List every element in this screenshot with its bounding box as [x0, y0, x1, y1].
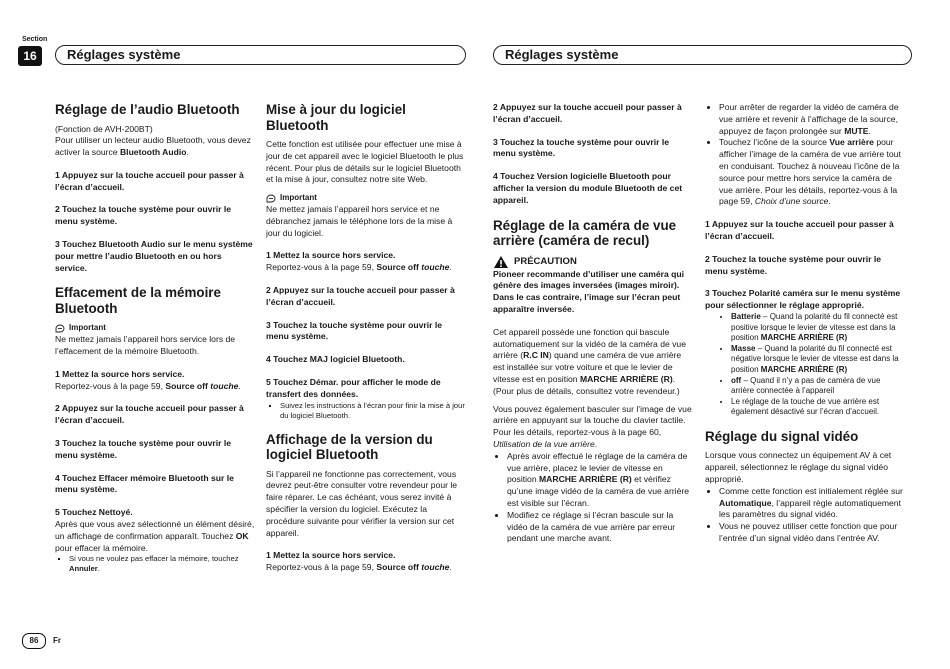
paragraph: Ne mettez jamais l’appareil hors service lors de l’effacement de la mémoire Bluetooth. — [55, 334, 236, 357]
option-item: • Batterie – Quand la polarité du fil connecté est positive lorsque le levier de vitesse est dans la position MARCHE ARRIÈRE (R) — [731, 312, 905, 344]
important-label: Important — [55, 322, 255, 334]
step: 1 Mettez la source hors service. — [266, 550, 396, 561]
note-list — [266, 401, 466, 421]
bullet-list — [705, 486, 905, 545]
heading-video-signal: Réglage du signal vidéo — [705, 428, 859, 444]
page-number: 86 — [22, 633, 46, 649]
column-1 — [55, 102, 255, 574]
paragraph: Cet appareil possède une fonction qui bascule automatiquement sur la vidéo de la caméra de vue arrière (R.C IN) quand une caméra de vue arrière est installée sur votre voiture et que le levier de vitesse est en position MARCHE ARRIÈRE (R). (Pour plus de détails, consultez votre revendeur.) — [493, 326, 686, 396]
paragraph: Pour les détails, reportez-vous à la page 60, Utilisation de la vue arrière. — [493, 427, 662, 449]
option-item: • off – Quand il n’y a pas de caméra de vue arrière connectée à l’appareil — [731, 376, 905, 397]
list-item: • Touchez l’icône de la source Vue arrière pour afficher l’image de la caméra de vue arrière tout en conduisant. Touchez à nouveau l’icône de la source pour mettre hors service la caméra de vue arrière. Pour les détails, reportez-vous à la page 59, Choix d’une source. — [719, 137, 905, 208]
note-list — [55, 554, 255, 574]
step: 1 Mettez la source hors service. — [266, 250, 396, 261]
header-title-left: Réglages système — [55, 45, 466, 65]
paragraph: Lorsque vous connectez un équipement AV à cet appareil, sélectionnez le réglage du signal vidéo approprié. — [705, 450, 892, 484]
paragraph: Cette fonction est utilisée pour effectuer une mise à jour de cet appareil avec le logiciel Bluetooth le plus récent. Pour plus de détails sur le logiciel Bluetooth et la mise à jour, consultez notre site Web. — [266, 139, 464, 185]
paragraph: Reportez-vous à la page 59, Source off touche. — [266, 262, 452, 273]
important-icon — [266, 194, 277, 203]
column-4 — [705, 102, 905, 545]
language-label: Fr — [53, 636, 61, 645]
column-2 — [266, 102, 466, 574]
column-3 — [493, 102, 693, 545]
section-label: Section — [22, 36, 48, 43]
step: 5 Touchez Nettoyé. — [55, 507, 133, 518]
paragraph: Vous pouvez également basculer sur l’image de vue arrière en appuyant sur la touche du clavier tactile. — [493, 403, 692, 426]
heading-erase-memory: Effacement de la mémoire Bluetooth — [55, 285, 221, 316]
important-icon — [55, 324, 66, 333]
step: 4 Touchez Version logicielle Bluetooth pour afficher la version du module Bluetooth de cet appareil. — [493, 171, 683, 205]
step: 3 Touchez Bluetooth Audio sur le menu système pour mettre l’audio Bluetooth en ou hors service. — [55, 239, 253, 273]
bullet-list — [493, 451, 693, 545]
note-item: ▪ Suivez les instructions à l’écran pour finir la mise à jour du logiciel Bluetooth. — [280, 401, 466, 421]
caution-label: PRÉCAUTION — [493, 255, 693, 269]
paragraph: Pour utiliser un lecteur audio Bluetooth, vous devez activer la source Bluetooth Audio. — [55, 135, 251, 158]
step: 2 Touchez la touche système pour ouvrir le menu système. — [55, 204, 232, 227]
list-item: • Pour arrêter de regarder la vidéo de caméra de vue arrière et revenir à l’affichage de la source, appuyez de façon prolongée sur MUTE. — [719, 102, 905, 137]
note-item: ▪ Si vous ne voulez pas effacer la mémoire, touchez Annuler. — [69, 554, 255, 574]
paragraph: Si l’appareil ne fonctionne pas correctement, vous devrez peut-être consulter votre revendeur pour le faire réparer. Le cas échéant, vous serez invité à spécifier la version du logiciel. Exécutez la procédure suivante pour vérifier la version sur cet appareil. — [266, 468, 458, 538]
step: 1 Appuyez sur la touche accueil pour passer à l’écran d’accueil. — [55, 169, 244, 192]
paragraph: (Fonction de AVH-200BT) — [55, 123, 153, 134]
section-number: 16 — [18, 46, 42, 66]
step: 3 Touchez la touche système pour ouvrir le menu système. — [493, 136, 670, 159]
warning-icon — [493, 255, 509, 269]
list-item: • Vous ne pouvez utiliser cette fonction que pour l’entrée d’un signal vidéo dans l’entrée AV. — [719, 521, 905, 545]
step: 2 Appuyez sur la touche accueil pour passer à l’écran d’accueil. — [55, 403, 244, 426]
important-label: Important — [266, 192, 466, 204]
step: 2 Touchez la touche système pour ouvrir le menu système. — [705, 253, 882, 276]
list-item: • Modifiez ce réglage si l’écran bascule sur la vidéo de la caméra de vue arrière par erreur pendant une marche avant. — [507, 510, 693, 545]
step: 5 Touchez Démar. pour afficher le mode de transfert des données. — [266, 376, 441, 399]
heading-audio-bluetooth: Réglage de l’audio Bluetooth — [55, 102, 240, 117]
paragraph: Après que vous avez sélectionné un élément désiré, un affichage de confirmation apparaît. Touchez OK pour effacer la mémoire. — [55, 519, 255, 553]
step: 1 Appuyez sur la touche accueil pour passer à l’écran d’accueil. — [705, 219, 894, 241]
step: 2 Appuyez sur la touche accueil pour passer à l’écran d’accueil. — [493, 102, 682, 124]
bullet-list — [705, 102, 905, 208]
list-item: • Après avoir effectué le réglage de la caméra de vue arrière, placez le levier de vitesse en position MARCHE ARRIÈRE (R) et vérifiez qu’une image vidéo de la caméra de vue arrière est visible sur l’écran. — [507, 451, 693, 510]
list-item: • Comme cette fonction est initialement réglée sur Automatique, l’appareil règle automatiquement les paramètres du signal vidéo. — [719, 486, 905, 521]
heading-software-version: Affichage de la version du logiciel Bluetooth — [266, 431, 433, 463]
step: 3 Touchez la touche système pour ouvrir le menu système. — [266, 319, 443, 342]
option-list — [705, 312, 905, 418]
step: 1 Mettez la source hors service. — [55, 368, 185, 379]
option-item: • Le réglage de la touche de vue arrière est également désactivé sur l’écran d’accueil. — [731, 397, 905, 418]
step: 4 Touchez MAJ logiciel Bluetooth. — [266, 354, 405, 365]
paragraph: Reportez-vous à la page 59, Source off touche. — [266, 562, 452, 573]
step: 2 Appuyez sur la touche accueil pour passer à l’écran d’accueil. — [266, 284, 455, 307]
header-title-right: Réglages système — [493, 45, 912, 65]
paragraph: Ne mettez jamais l’appareil hors service et ne débranchez jamais le téléphone lors de la mise à jour du logiciel. — [266, 203, 453, 238]
paragraph: Reportez-vous à la page 59, Source off touche. — [55, 380, 241, 391]
heading-update-software: Mise à jour du logiciel Bluetooth — [266, 102, 406, 133]
step: 3 Touchez Polarité caméra sur le menu système pour sélectionner le réglage approprié. — [705, 288, 901, 311]
caution-text: Pioneer recommande d’utiliser une caméra qui génère des images inversées (images miroir). Dans le cas contraire, l’image sur l’écran peut apparaître inversée. — [493, 268, 685, 314]
heading-rear-camera: Réglage de la caméra de vue arrière (caméra de recul) — [493, 217, 677, 249]
option-item: • Masse – Quand la polarité du fil connecté est négative lorsque le levier de vitesse est dans la position MARCHE ARRIÈRE (R) — [731, 344, 905, 376]
step: 3 Touchez la touche système pour ouvrir le menu système. — [55, 438, 232, 460]
step: 4 Touchez Effacer mémoire Bluetooth sur le menu système. — [55, 472, 234, 495]
